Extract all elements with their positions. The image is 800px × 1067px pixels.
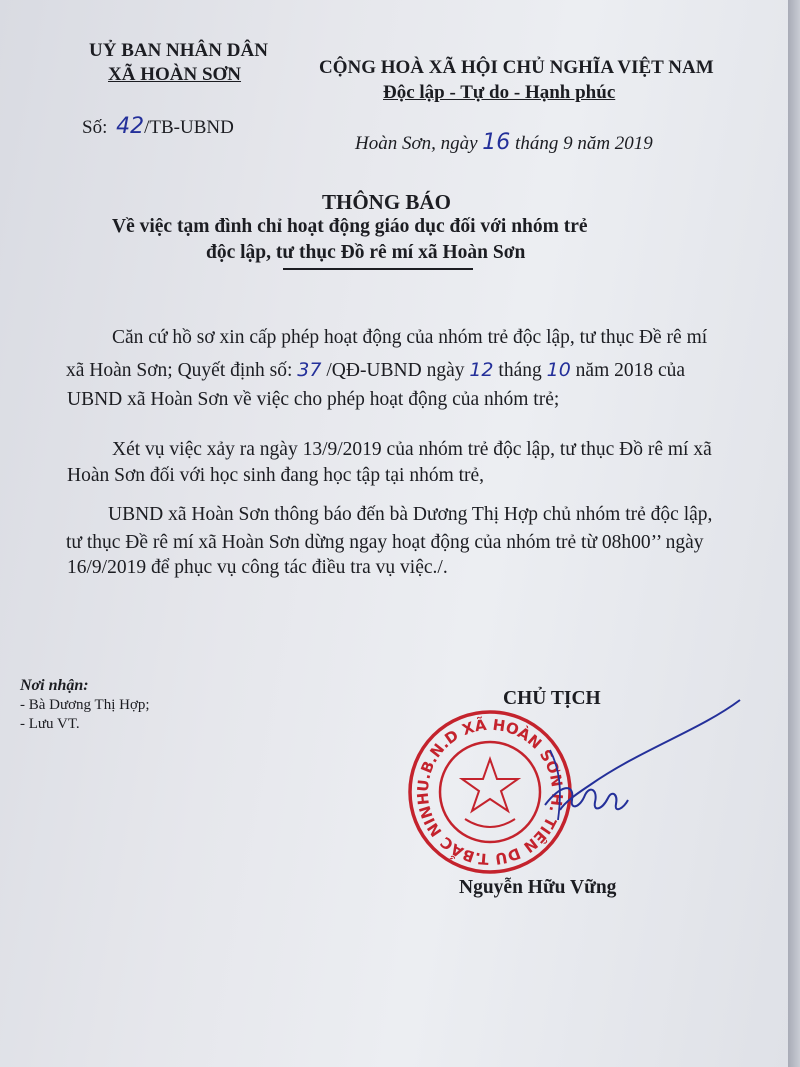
nation-title: CỘNG HOÀ XÃ HỘI CHỦ NGHĨA VIỆT NAM [319, 57, 714, 78]
national-motto: Độc lập - Tự do - Hạnh phúc [383, 82, 616, 103]
p1-text-d: năm 2018 của [575, 360, 686, 381]
subject-underline [283, 268, 473, 270]
subject-line1: Về việc tạm đình chỉ hoạt động giáo dục đối với nhóm trẻ [112, 216, 588, 237]
seal-text: U.B.N.D XÃ HOÀN SƠN H. TIÊN DU T.BẮC NINH [413, 715, 567, 869]
p1-decision-day: 12 [469, 359, 494, 381]
number-prefix: Số: [82, 117, 108, 138]
p1-decision-month: 10 [546, 359, 571, 381]
document-number [82, 114, 234, 139]
subject-line2: độc lập, tư thục Đồ rê mí xã Hoàn Sơn [206, 242, 526, 263]
agency-name-line1: UỶ BAN NHÂN DÂN [89, 40, 268, 61]
date-prefix: Hoàn Sơn, ngày [355, 133, 478, 154]
date-day-handwritten: 16 [482, 130, 511, 155]
seal-star-icon [462, 759, 518, 811]
handwritten-signature [520, 690, 750, 840]
p1-text-c: tháng [498, 360, 542, 381]
signer-position: CHỦ TỊCH [503, 688, 601, 709]
paragraph-3-line-1: UBND xã Hoàn Sơn thông báo đến bà Dương Thị Hợp chủ nhóm trẻ độc lập, [108, 504, 713, 525]
number-suffix: /TB-UBND [144, 117, 234, 138]
p1-decision-number: 37 [297, 359, 322, 381]
paragraph-1-line-1: Căn cứ hồ sơ xin cấp phép hoạt động của nhóm trẻ độc lập, tư thục Đề rê mí [112, 327, 708, 348]
paragraph-1-line-3: UBND xã Hoàn Sơn về việc cho phép hoạt động của nhóm trẻ; [67, 389, 560, 410]
paragraph-3-line-2: tư thục Đề rê mí xã Hoàn Sơn dừng ngay hoạt động của nhóm trẻ từ 08h00’’ ngày [66, 532, 704, 553]
issue-date [355, 130, 653, 155]
paragraph-3-line-3: 16/9/2019 để phục vụ công tác điều tra vụ việc./. [67, 557, 448, 578]
page-edge [788, 0, 800, 1067]
number-handwritten: 42 [116, 114, 145, 139]
paragraph-2-line-2: Hoàn Sơn đối với học sinh đang học tập tại nhóm trẻ, [67, 465, 485, 486]
paragraph-1-line-2 [66, 355, 685, 386]
p1-text-b: /QĐ-UBND ngày [326, 360, 465, 381]
date-suffix: tháng 9 năm 2019 [515, 133, 653, 154]
recipient-item: - Lưu VT. [20, 716, 80, 732]
paragraph-2-line-1: Xét vụ việc xảy ra ngày 13/9/2019 của nhóm trẻ độc lập, tư thục Đồ rê mí xã [112, 439, 712, 460]
document-heading: THÔNG BÁO [322, 190, 451, 214]
recipients-label: Nơi nhận: [20, 677, 89, 694]
agency-name-line2: XÃ HOÀN SƠN [108, 64, 242, 85]
recipient-item: - Bà Dương Thị Hợp; [20, 697, 150, 713]
signer-name: Nguyễn Hữu Vững [459, 877, 617, 898]
p1-text-a: xã Hoàn Sơn; Quyết định số: [66, 360, 293, 381]
